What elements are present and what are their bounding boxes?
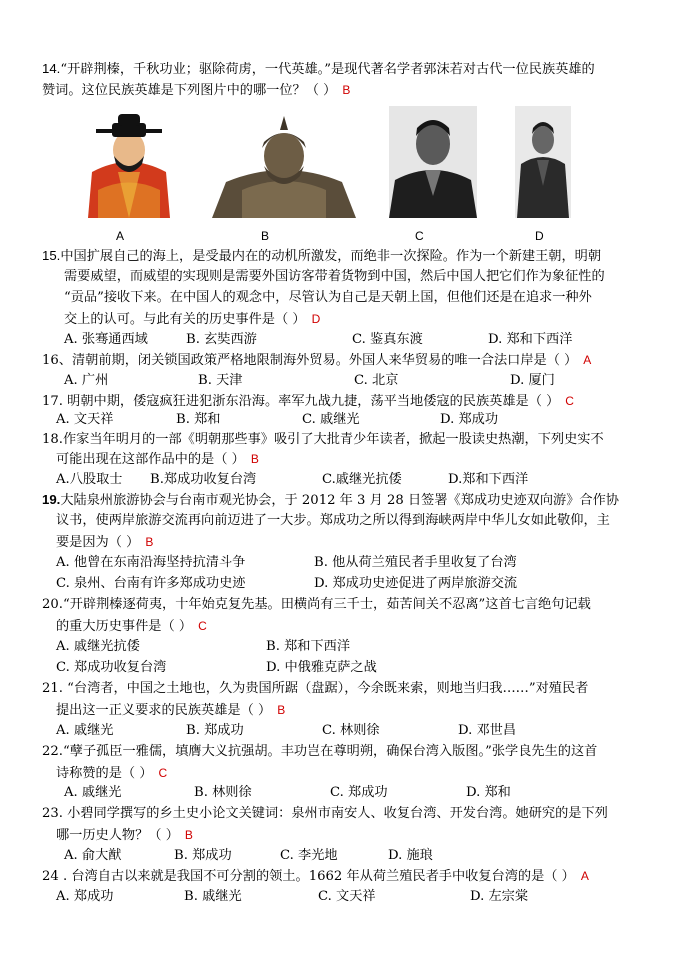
q16-options bbox=[64, 372, 664, 390]
q22-options bbox=[64, 784, 664, 802]
q18-option-c: C.戚继光抗倭 bbox=[322, 472, 402, 487]
q21-line2 bbox=[56, 701, 285, 720]
portrait-d-caption: D bbox=[535, 229, 544, 243]
q24-option-b: B. 戚继光 bbox=[184, 889, 242, 904]
q18-answer: B bbox=[250, 452, 259, 466]
q24-line1 bbox=[42, 867, 589, 886]
q19-line2 bbox=[56, 512, 610, 530]
q20-line2 bbox=[56, 617, 207, 636]
q21-option-a: A. 戚继光 bbox=[56, 723, 114, 738]
q15-option-a: A. 张骞通西域 bbox=[64, 332, 148, 347]
q17-line1 bbox=[42, 392, 574, 411]
q22-option-a: A. 戚继光 bbox=[64, 785, 122, 800]
q20-text-1: 20.“开辟荆榛逐荷夷，十年始克复先基。田横尚有三千士，茹苦间关不忍离”这首七言绝句记载 bbox=[42, 597, 591, 612]
q14-text-2: 赞词。这位民族英雄是下列图片中的哪一位？（ ） bbox=[42, 83, 337, 98]
q18-text-1: 18.作家当年明月的一部《明朝那些事》吸引了大批青少年读者，掀起一股读史热潮，下列史实不 bbox=[42, 432, 604, 447]
q18-line1 bbox=[42, 431, 604, 449]
q15-line3 bbox=[64, 289, 592, 307]
q18-line2 bbox=[56, 450, 259, 469]
portrait-a-caption: A bbox=[116, 229, 125, 243]
q19-options-row1 bbox=[56, 554, 656, 572]
q15-answer: D bbox=[311, 312, 321, 326]
q17-text: 17. 明朝中期，倭寇疯狂进犯浙东沿海。率军九战九捷，荡平当地倭寇的民族英雄是（ ） bbox=[42, 394, 560, 409]
q18-option-b: B.郑成功收复台湾 bbox=[150, 472, 257, 487]
q20-options-row1 bbox=[56, 638, 656, 656]
q19-text-3: 要是因为（ ） bbox=[56, 535, 140, 550]
q22-option-d: D. 郑和 bbox=[466, 785, 511, 800]
q23-option-d: D. 施琅 bbox=[388, 848, 433, 863]
q15-line4 bbox=[64, 310, 320, 329]
q18-options bbox=[56, 471, 656, 489]
q17-option-b: B. 郑和 bbox=[176, 412, 221, 427]
q15-option-c: C. 鉴真东渡 bbox=[352, 332, 423, 347]
q15-text-1: 中国扩展自己的海上，是受最内在的动机所激发，而绝非一次探险。作为一个新建王朝，明朝 bbox=[60, 249, 602, 264]
q15-option-d: D. 郑和下西洋 bbox=[488, 332, 573, 347]
q19-number: 19. bbox=[42, 492, 61, 507]
q20-option-c: C. 郑成功收复台湾 bbox=[56, 660, 167, 675]
q22-option-c: C. 郑成功 bbox=[330, 785, 388, 800]
q24-option-a: A. 郑成功 bbox=[56, 889, 114, 904]
q24-text: 24 . 台湾自古以来就是我国不可分割的领土。1662 年从荷兰殖民者手中收复台湾的是（ ） bbox=[42, 869, 575, 884]
q23-option-b: B. 郑成功 bbox=[174, 848, 232, 863]
q14-text-1: “开辟荆榛，千秋功业；驱除荷虏，一代英雄。”是现代著名学者郭沫若对古代一位民族英雄的 bbox=[60, 62, 595, 77]
q23-line2 bbox=[56, 826, 193, 845]
q16-line1 bbox=[42, 351, 591, 370]
q16-option-c: C. 北京 bbox=[354, 373, 399, 388]
q17-answer: C bbox=[565, 394, 574, 408]
q15-text-2: 需要威望，而威望的实现则是需要外国访客带着货物到中国，然后中国人把它们作为象征性的 bbox=[64, 269, 605, 284]
q22-text-2: 诗称赞的是（ ） bbox=[56, 766, 153, 781]
q21-option-c: C. 林则徐 bbox=[322, 723, 380, 738]
q18-text-2: 可能出现在这部作品中的是（ ） bbox=[56, 452, 245, 467]
portrait-b-caption: B bbox=[261, 229, 270, 243]
q19-answer: B bbox=[145, 535, 154, 549]
q24-options bbox=[56, 888, 656, 906]
q21-option-b: B. 郑成功 bbox=[186, 723, 244, 738]
portrait-c-caption: C bbox=[415, 229, 424, 243]
q22-line1 bbox=[42, 743, 597, 761]
q19-options-row2 bbox=[56, 575, 656, 593]
q15-option-b: B. 玄奘西游 bbox=[186, 332, 257, 347]
q14-line2 bbox=[42, 81, 350, 100]
q17-option-d: D. 郑成功 bbox=[440, 412, 499, 427]
q20-option-a: A. 戚继光抗倭 bbox=[56, 639, 140, 654]
q16-answer: A bbox=[583, 353, 592, 367]
portrait-d-image bbox=[515, 106, 571, 218]
q20-text-2: 的重大历史事件是（ ） bbox=[56, 619, 193, 634]
q24-option-d: D. 左宗棠 bbox=[470, 889, 529, 904]
q22-text-1: 22.“孽子孤臣一雅儒，填膺大义抗强胡。丰功岂在尊明朔，确保台湾入版图。”张学良先生的这首 bbox=[42, 744, 598, 759]
q20-answer: C bbox=[198, 619, 207, 633]
q19-option-a: A. 他曾在东南沿海坚持抗清斗争 bbox=[56, 555, 246, 570]
q21-option-d: D. 邓世昌 bbox=[458, 723, 517, 738]
q21-options bbox=[56, 722, 656, 740]
q19-option-d: D. 郑成功史迹促进了两岸旅游交流 bbox=[314, 576, 518, 591]
q23-text-2: 哪一历史人物？（ ） bbox=[56, 828, 179, 843]
q20-line1 bbox=[42, 596, 591, 614]
q14-number: 14. bbox=[42, 61, 61, 76]
q17-options bbox=[56, 411, 656, 429]
portrait-b-image bbox=[212, 110, 356, 218]
q14-line1 bbox=[42, 60, 595, 79]
q24-answer: A bbox=[580, 869, 589, 883]
q18-option-d: D.郑和下西洋 bbox=[448, 472, 529, 487]
q23-options bbox=[64, 847, 664, 865]
q20-option-b: B. 郑和下西洋 bbox=[266, 639, 351, 654]
q22-option-b: B. 林则徐 bbox=[194, 785, 252, 800]
q23-text-1: 23. 小碧同学撰写的乡土史小论文关键词：泉州市南安人、收复台湾、开发台湾。她研究的是下列 bbox=[42, 806, 608, 821]
q19-option-c: C. 泉州、台南有许多郑成功史迹 bbox=[56, 576, 246, 591]
q15-line2 bbox=[64, 268, 605, 286]
q16-option-b: B. 天津 bbox=[198, 373, 243, 388]
q19-option-b: B. 他从荷兰殖民者手里收复了台湾 bbox=[314, 555, 517, 570]
q15-options bbox=[64, 331, 664, 349]
q20-options-row2 bbox=[56, 659, 656, 677]
portrait-c-image bbox=[389, 106, 477, 218]
q19-line1 bbox=[42, 491, 619, 510]
q16-option-d: D. 厦门 bbox=[510, 373, 555, 388]
q23-option-c: C. 李光地 bbox=[280, 848, 338, 863]
q14-answer: B bbox=[342, 83, 351, 97]
q17-option-a: A. 文天祥 bbox=[56, 412, 114, 427]
q15-number: 15. bbox=[42, 248, 61, 263]
portrait-a-image bbox=[88, 110, 170, 218]
q15-text-3: “贡品”接收下来。在中国人的观念中，尽管认为自己是天朝上国，但他们还是在追求一种外 bbox=[64, 290, 592, 305]
q24-option-c: C. 文天祥 bbox=[318, 889, 376, 904]
q22-answer: C bbox=[158, 766, 168, 780]
q23-option-a: A. 俞大猷 bbox=[64, 848, 122, 863]
q18-option-a: A.八股取士 bbox=[56, 472, 123, 487]
q22-line2 bbox=[56, 764, 167, 783]
q21-line1 bbox=[42, 680, 588, 698]
q15-text-4: 交上的认可。与此有关的历史事件是（ ） bbox=[64, 312, 306, 327]
q19-text-2: 议书，使两岸旅游交流再向前迈进了一大步。郑成功之所以得到海峡两岸中华儿女如此敬仰，主 bbox=[56, 513, 610, 528]
q19-text-1: 大陆泉州旅游协会与台南市观光协会，于 2012 年 3 月 28 日签署《郑成功史迹双向游》合作协 bbox=[60, 493, 619, 508]
q21-answer: B bbox=[277, 703, 286, 717]
q17-option-c: C. 戚继光 bbox=[302, 412, 360, 427]
q16-text: 16、清朝前期，闭关锁国政策严格地限制海外贸易。外国人来华贸易的唯一合法口岸是（ ） bbox=[42, 353, 578, 368]
q15-line1 bbox=[42, 247, 601, 266]
q20-option-d: D. 中俄雅克萨之战 bbox=[266, 660, 377, 675]
q23-line1 bbox=[42, 805, 608, 823]
q21-text-2: 提出这一正义要求的民族英雄是（ ） bbox=[56, 703, 272, 718]
q21-text-1: 21. “台湾者，中国之土地也，久为贵国所踞（盘踞），今余既来索，则地当归我……”对殖民者 bbox=[42, 681, 589, 696]
q23-answer: B bbox=[184, 828, 193, 842]
q16-option-a: A. 广州 bbox=[64, 373, 109, 388]
q19-line3 bbox=[56, 533, 153, 552]
